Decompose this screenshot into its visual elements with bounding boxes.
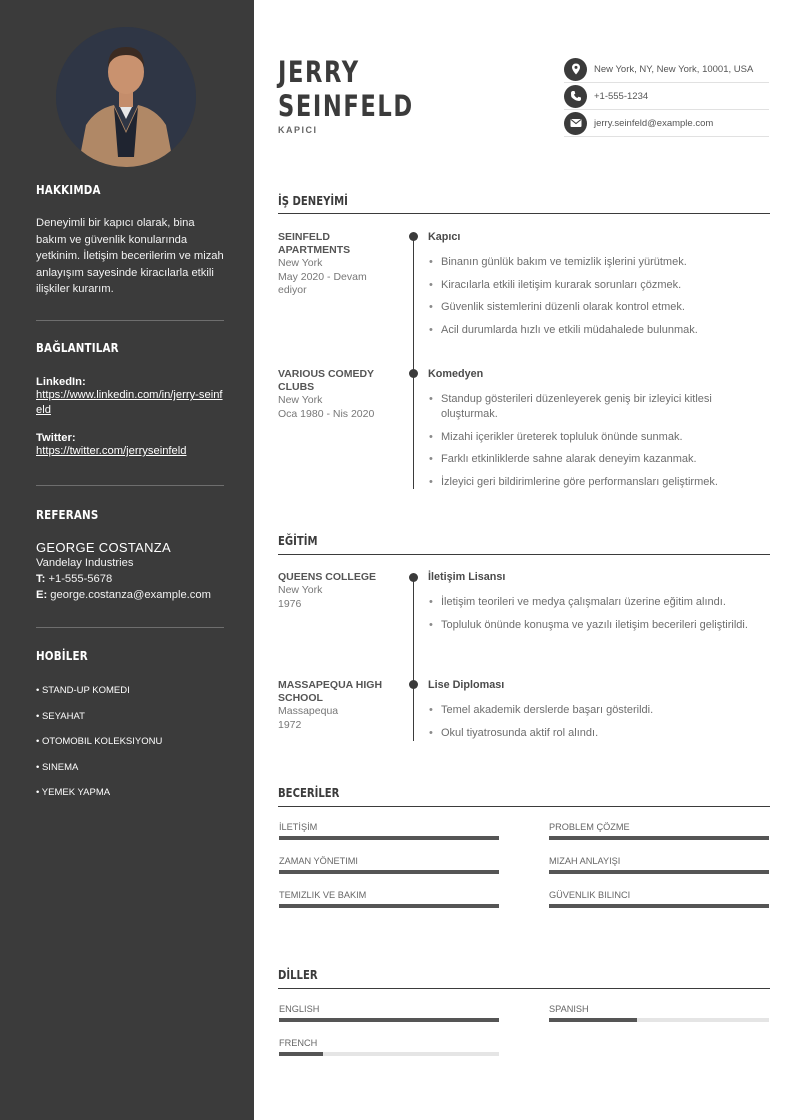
education-entry-details [428,571,768,640]
skill-item [549,890,769,908]
entry-bullets [428,392,768,490]
skill-item [279,856,499,874]
language-label: FRENCH [279,1038,318,1048]
entry-role: İletişim Lisansı [428,571,506,583]
skill-label: MIZAH ANLAYIŞI [549,856,621,866]
entry-role: Lise Diploması [428,679,505,691]
bullet-item: • İzleyici geri bildirimlerine göre performansları geliştirmek. [428,475,768,490]
hobby-item: • SEYAHAT [36,710,85,722]
full-name [278,55,414,123]
hobby-list [36,684,224,812]
skill-label: İLETİŞİM [279,822,318,832]
entry-role: Kapıcı [428,231,461,243]
sidebar [0,0,254,1120]
bullet-item: • Standup gösterileri düzenleyerek geniş bir izleyici kitlesi oluşturmak. [428,392,768,422]
skill-bar-track [549,870,769,874]
link-twitter [36,432,224,459]
skill-label: GÜVENLIK BILINCI [549,890,631,900]
skill-bar-track [549,904,769,908]
contact-phone-text: +1-555-1234 [594,90,649,102]
skill-bar-fill [549,836,769,840]
education-rule [278,554,770,555]
timeline-dot [409,369,418,378]
hobby-item: • STAND-UP KOMEDI [36,685,130,696]
language-label: SPANISH [549,1004,589,1014]
language-bar-fill [549,1018,637,1022]
experience-title [278,194,770,208]
language-label: ENGLISH [279,1004,320,1014]
experience-entry-details [428,231,768,345]
hobbies-section [36,649,224,812]
bullet-item: • Okul tiyatrosunda aktif rol alındı. [428,726,768,741]
skill-bar-track [279,836,499,840]
entry-org: QUEENS COLLEGE [278,571,377,583]
hobby-item: • OTOMOBIL KOLEKSIYONU [36,736,163,747]
reference-phone-value: +1-555-5678 [48,573,113,585]
last-name: SEINFELD [278,89,414,123]
links-title: BAĞLANTILAR [36,341,119,355]
experience-timeline [413,236,414,489]
skills-rule [278,806,770,807]
skill-bar-fill [549,904,769,908]
entry-dates: 1972 [278,718,302,731]
sidebar-divider [36,627,224,628]
entry-location: New York [278,584,323,596]
about-section [36,183,224,298]
reference-section [36,508,224,603]
entry-dates: 1976 [278,597,302,610]
skill-bar-fill [549,870,769,874]
education-entry-details [428,679,768,748]
entry-bullets [428,703,768,741]
link-twitter-url[interactable]: https://twitter.com/jerryseinfeld [36,445,187,457]
skill-item [549,856,769,874]
education-title-text: EĞİTİM [278,534,318,548]
links-section [36,341,224,459]
experience-entry-meta [278,368,396,421]
entry-dates: Oca 1980 - Nis 2020 [278,407,375,420]
entry-org: MASSAPEQUA HIGH SCHOOL [278,679,383,704]
email-icon [564,112,587,135]
entry-bullets [428,595,768,633]
timeline-dot [409,573,418,582]
entry-location: Massapequa [278,705,339,717]
phone-icon [564,85,587,108]
skill-label: ZAMAN YÖNETIMI [279,856,358,866]
contact-phone [564,83,769,110]
entry-org: SEINFELD APARTMENTS [278,231,351,256]
language-bar-track [549,1018,769,1022]
bullet-item: • Binanın günlük bakım ve temizlik işlerini yürütmek. [428,255,768,270]
skill-bar-fill [279,870,499,874]
skill-item [279,822,499,840]
education-timeline [413,576,414,741]
hobbies-title: HOBİLER [36,649,88,663]
about-text: Deneyimli bir kapıcı olarak, bina bakım ve güvenlik konularında yetkinim. İletişim becerilerim ve mizah anlayışım sayesinde kiracılarla etkili ilişkiler kurarım. [36,217,224,295]
education-title [278,534,770,548]
languages-title-text: DİLLER [278,968,318,982]
hobby-item: • YEMEK YAPMA [36,787,111,798]
job-title: KAPICI [278,125,318,135]
profile-photo-illustration [56,27,196,167]
bullet-item: • Temel akademik derslerde başarı gösterildi. [428,703,768,718]
languages-title [278,968,770,982]
skill-item [549,822,769,840]
language-bar-track [279,1018,499,1022]
location-pin-icon [564,58,587,81]
bullet-item: • Kiracılarla etkili iletişim kurarak sorunları çözmek. [428,278,768,293]
entry-location: New York [278,394,323,406]
bullet-item: • Acil durumlarda hızlı ve etkili müdahalede bulunmak. [428,323,768,338]
reference-phone-label: T: [36,573,46,585]
entry-location: New York [278,257,323,269]
contact-email [564,110,769,137]
languages-rule [278,988,770,989]
contact-location [564,56,769,83]
entry-role: Komedyen [428,368,484,380]
bullet-item: • Topluluk önünde konuşma ve yazılı iletişim becerileri geliştirildi. [428,618,768,633]
skill-bar-track [549,836,769,840]
skill-bar-fill [279,836,499,840]
bullet-item: • Güvenlik sistemlerini düzenli olarak kontrol etmek. [428,300,768,315]
experience-entry-meta [278,231,396,298]
sidebar-divider [36,320,224,321]
link-linkedin [36,376,224,418]
experience-rule [278,213,770,214]
experience-title-text: İŞ DENEYİMİ [278,194,348,208]
about-title: HAKKIMDA [36,183,101,197]
skill-bar-fill [279,904,499,908]
education-entry-meta [278,571,396,611]
experience-entry-details [428,368,768,497]
contact-location-text: New York, NY, New York, 10001, USA [594,63,754,75]
timeline-dot [409,232,418,241]
language-bar-fill [279,1052,323,1056]
skill-bar-track [279,904,499,908]
hobby-item: • SINEMA [36,761,79,773]
link-linkedin-label: LinkedIn: [36,376,86,388]
link-twitter-label: Twitter: [36,432,76,444]
skill-label: PROBLEM ÇÖZME [549,822,630,832]
reference-company: Vandelay Industries [36,557,134,569]
link-linkedin-url[interactable]: https://www.linkedin.com/in/jerry-seinfeld [36,389,223,416]
language-item [279,1038,499,1056]
entry-dates: May 2020 - Devam ediyor [278,270,367,296]
entry-bullets [428,255,768,338]
bullet-item: • Farklı etkinliklerde sahne alarak deneyim kazanmak. [428,452,768,467]
language-bar-track [279,1052,499,1056]
reference-name: GEORGE COSTANZA [36,540,171,555]
skill-bar-track [279,870,499,874]
language-item [549,1004,769,1022]
skill-item [279,890,499,908]
first-name: JERRY [278,55,360,89]
skills-title [278,786,770,800]
reference-email-label: E: [36,589,48,601]
education-entry-meta [278,679,396,732]
bullet-item: • İletişim teorileri ve medya çalışmaları üzerine eğitim alındı. [428,595,768,610]
reference-email [36,587,224,603]
language-item [279,1004,499,1022]
timeline-dot [409,680,418,689]
contact-email-text: jerry.seinfeld@example.com [594,117,714,129]
profile-photo [56,27,196,167]
reference-email-value: george.costanza@example.com [50,589,211,601]
entry-org: VARIOUS COMEDY CLUBS [278,368,374,393]
sidebar-divider [36,485,224,486]
reference-title: REFERANS [36,508,99,522]
reference-phone [36,571,224,587]
language-bar-fill [279,1018,499,1022]
skills-title-text: BECERİLER [278,786,340,800]
skill-label: TEMIZLIK VE BAKIM [279,890,367,900]
bullet-item: • Mizahi içerikler üreterek topluluk önünde sunmak. [428,430,768,445]
